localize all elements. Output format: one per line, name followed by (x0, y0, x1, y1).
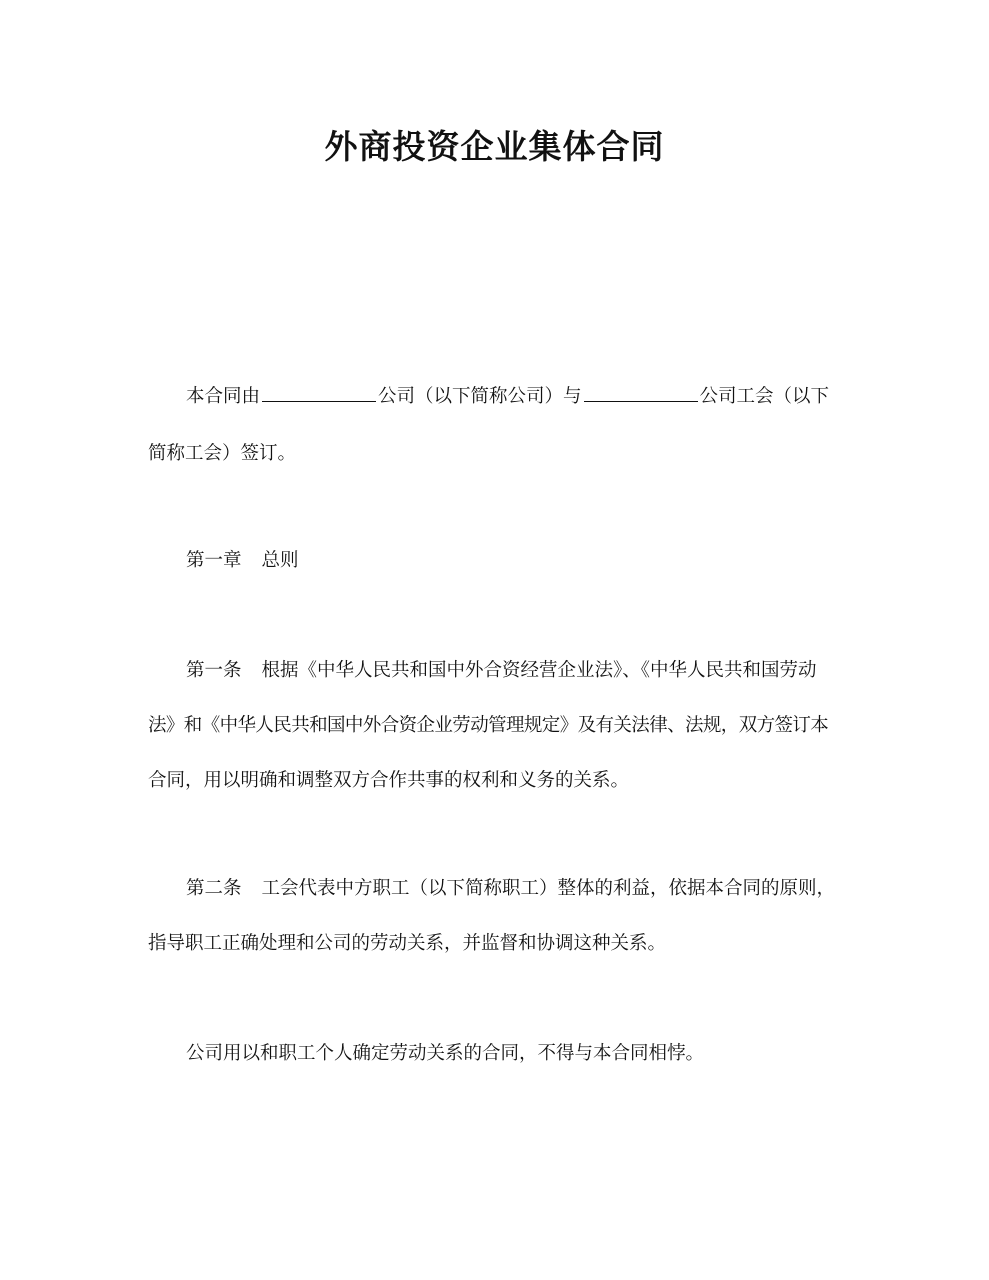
document-title: 外商投资企业集体合同 (324, 127, 665, 166)
intro-text-2: 公司（以下简称公司）与 (378, 386, 582, 407)
article-1-line-1 (148, 642, 848, 700)
chapter-heading (148, 532, 848, 590)
closing-text: 公司用以和职工个人确定劳动关系的合同，不得与本合同相悖。 (186, 1043, 705, 1064)
article-1-text-1: 根据《中华人民共和国中外合资经营企业法》、《中华人民共和国劳动 (261, 660, 817, 681)
article-1-line-3: 合同，用以明确和调整双方合作共事的权利和义务的关系。 (148, 770, 630, 791)
intro-line-2: 简称工会）签订。 (148, 443, 297, 464)
article-1-line-2: 法》和《中华人民共和国中外合资企业劳动管理规定》及有关法律、法规，双方签订本 (148, 715, 829, 736)
closing-paragraph (148, 1025, 848, 1083)
company-name-blank[interactable] (262, 381, 376, 402)
union-name-blank[interactable] (584, 381, 698, 402)
intro-text-1: 本合同由 (186, 386, 261, 407)
intro-line-1 (148, 368, 848, 426)
intro-text-3: 公司工会（以下 (699, 386, 830, 407)
article-2-line-2: 指导职工正确处理和公司的劳动关系，并监督和协调这种关系。 (148, 933, 667, 954)
article-2-line-1 (148, 860, 848, 918)
chapter-name: 总则 (261, 550, 299, 571)
chapter-label: 第一章 (186, 550, 242, 571)
article-2-text-1: 工会代表中方职工（以下简称职工）整体的利益，依据本合同的原则， (261, 878, 836, 899)
article-1-label: 第一条 (186, 660, 242, 681)
article-2-label: 第二条 (186, 878, 242, 899)
